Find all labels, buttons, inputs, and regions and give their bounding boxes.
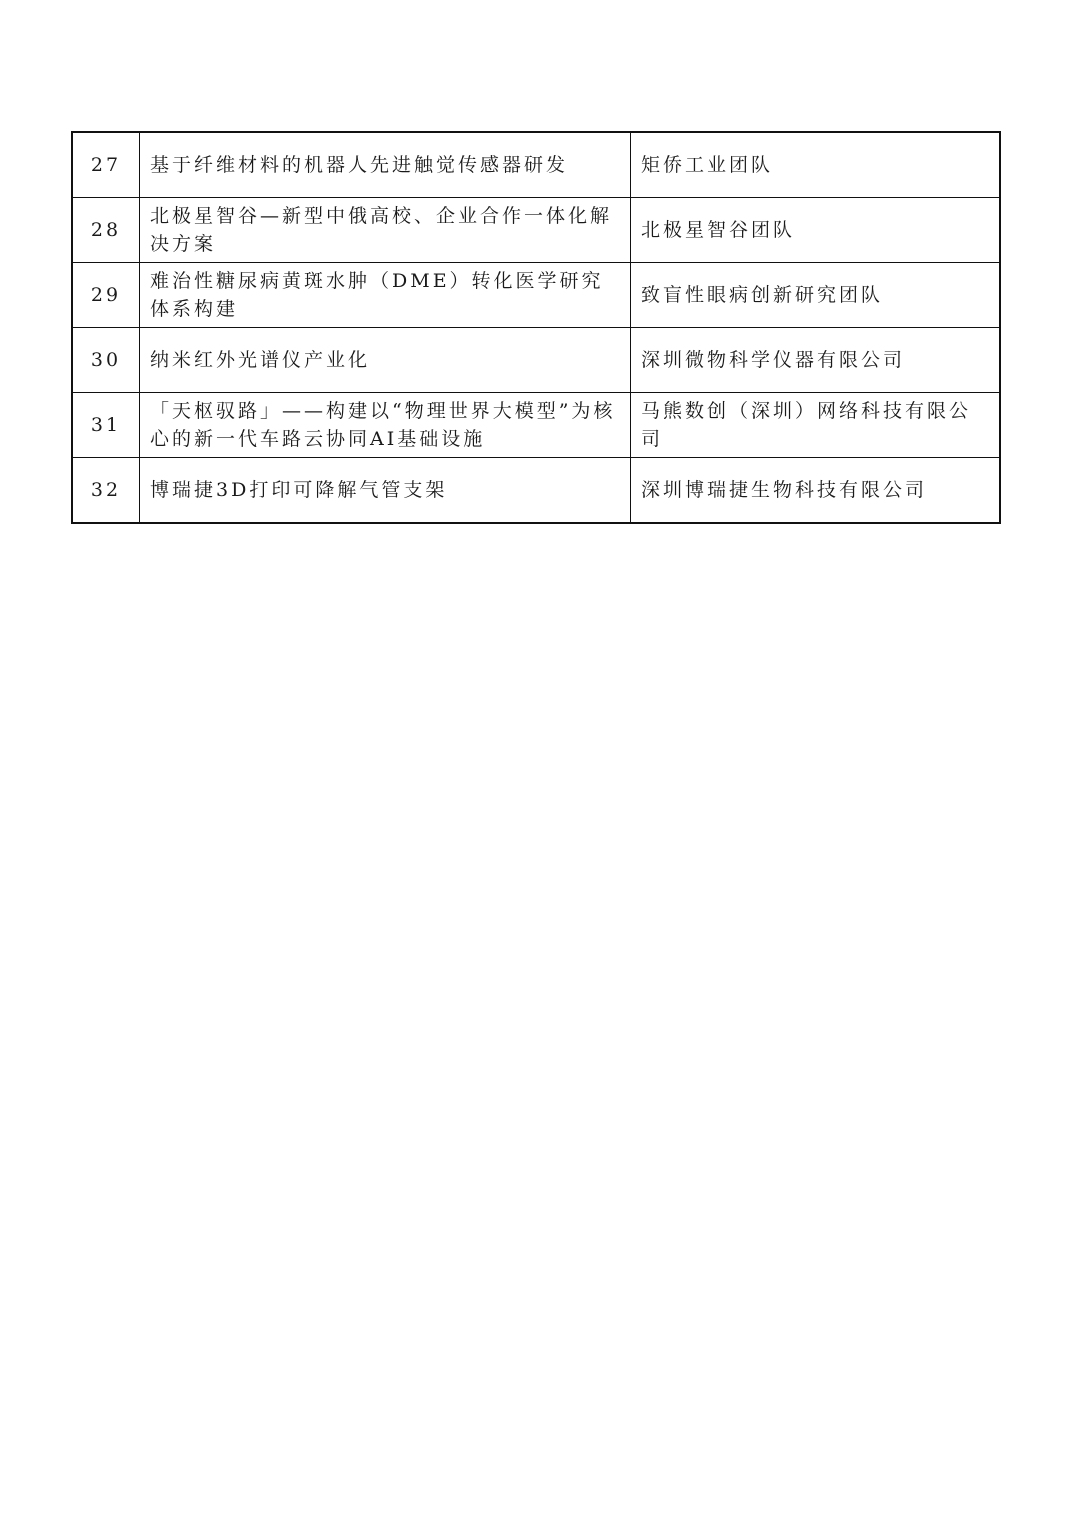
project-name: 「天枢驭路」——构建以“物理世界大模型”为核心的新一代车路云协同AI基础设施 — [140, 393, 631, 458]
table-row — [72, 263, 1000, 328]
row-number: 30 — [72, 328, 140, 393]
row-number: 32 — [72, 458, 140, 524]
project-unit: 马熊数创（深圳）网络科技有限公司 — [631, 393, 1001, 458]
project-name: 难治性糖尿病黄斑水肿（DME）转化医学研究体系构建 — [140, 263, 631, 328]
project-name: 纳米红外光谱仪产业化 — [140, 328, 631, 393]
project-name: 博瑞捷3D打印可降解气管支架 — [140, 458, 631, 524]
project-unit: 矩侨工业团队 — [631, 132, 1001, 198]
row-number: 29 — [72, 263, 140, 328]
project-name: 基于纤维材料的机器人先进触觉传感器研发 — [140, 132, 631, 198]
row-number: 27 — [72, 132, 140, 198]
row-number: 28 — [72, 198, 140, 263]
project-unit: 致盲性眼病创新研究团队 — [631, 263, 1001, 328]
table-row — [72, 198, 1000, 263]
project-unit: 深圳博瑞捷生物科技有限公司 — [631, 458, 1001, 524]
project-name: 北极星智谷—新型中俄高校、企业合作一体化解决方案 — [140, 198, 631, 263]
project-unit: 深圳微物科学仪器有限公司 — [631, 328, 1001, 393]
project-table — [71, 131, 1001, 524]
table-row — [72, 393, 1000, 458]
table-row — [72, 328, 1000, 393]
table-row — [72, 132, 1000, 198]
table-row — [72, 458, 1000, 524]
row-number: 31 — [72, 393, 140, 458]
project-unit: 北极星智谷团队 — [631, 198, 1001, 263]
